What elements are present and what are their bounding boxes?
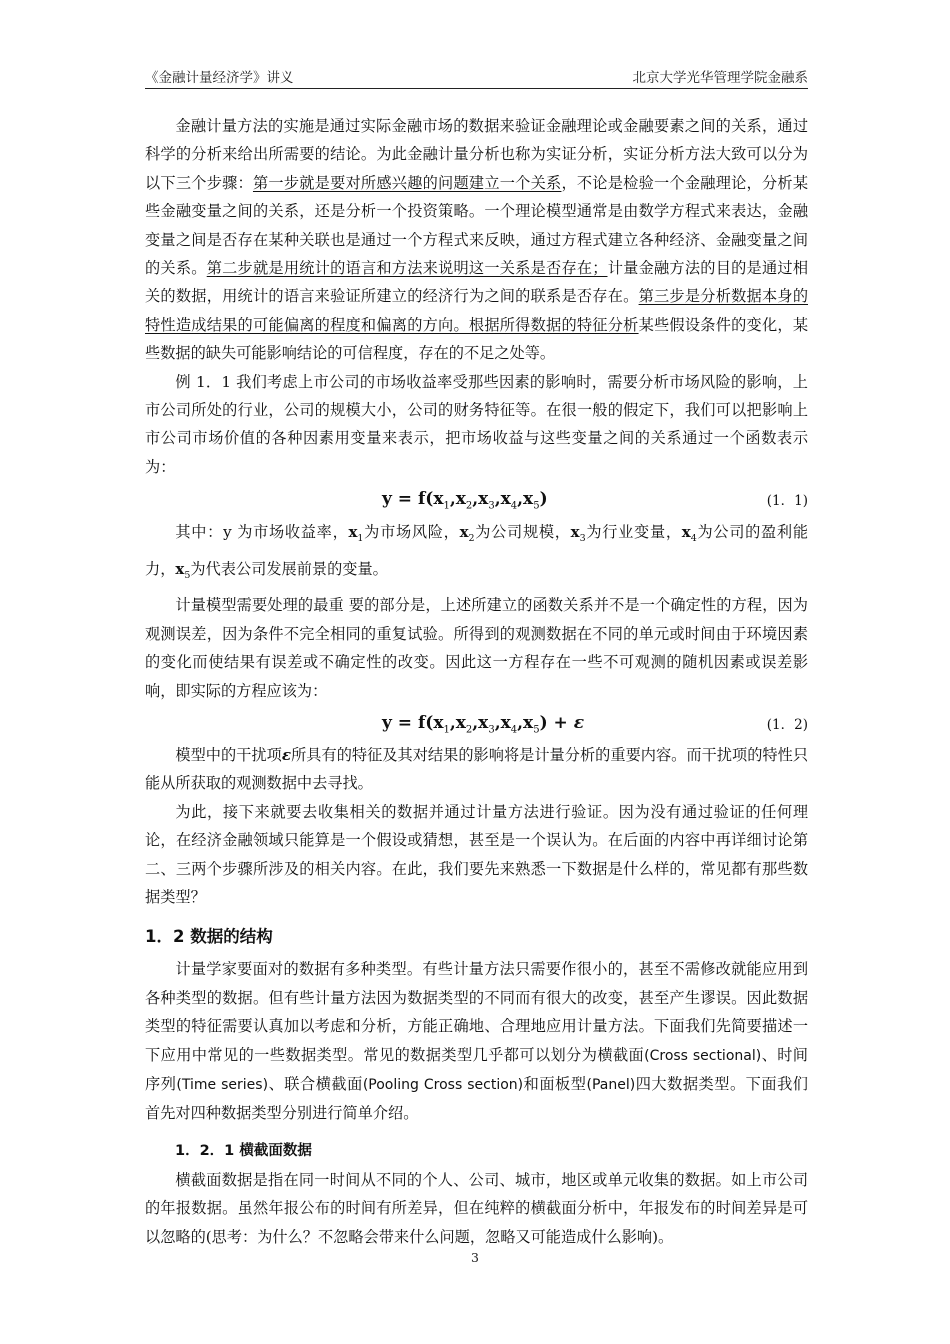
epsilon-symbol: ε [281, 745, 292, 764]
text-segment: ，不论是检验一个金融理论，分析某些金融变量之间的关系，还是分析一个投资策略。一个理论模型通常是由数学方程式来表达，金融变量之间是否存在某种关联也是通过一个方程式来反映，通过方程式建立各种经济、金融变量之间的关系。 [145, 173, 809, 278]
equation-number: (1．1) [766, 493, 808, 510]
page-header [145, 64, 808, 89]
subsection-heading: 1．2．1 横截面数据 [175, 1142, 312, 1159]
text-segment: 金融计量方法的实施是通过实际金融市场的数据来验证金融理论或金融要素之间的关系，通过科学的分析来给出所需要的结论。为此金融计量分析也称为实证分析，实证分析方法大致可以分为以下三个步骤： [145, 117, 808, 192]
section-heading: 1．2 数据的结构 [145, 927, 273, 947]
paragraph-disturbance: 模型中的干扰项ε所具有的特征及其对结果的影响将是计量分析的重要内容。而干扰项的特性只能从所获取的观测数据中去寻找。 [145, 745, 809, 793]
variable-x3: $x_3$ [570, 523, 586, 545]
equation-formula: $y = f(x_1,x_2,x_3,x_4,x_5) + \varepsilon$ [382, 712, 585, 736]
header-institution: 北京大学光华管理学院金融系 [632, 70, 808, 86]
underlined-step-one: 第一步就是要对所感兴趣的问题建立一个关系 [252, 173, 562, 192]
header-course-title: 《金融计量经济学》讲义 [145, 70, 294, 86]
paragraph-data-types: 计量学家要面对的数据有多种类型。有些计量方法只需要作很小的，甚至不需修改就能应用到各种类型的数据。但有些计量方法因为数据类型的不同而有很大的改变，甚至产生谬误。因此数据类型的特征需要认真加以考虑和分析，方能正确地、合理地应用计量方法。下面我们先简要描述一下应用中常见的一些数据类型。常见的数据类型几乎都可以划分为横截面(Cross sectional)、时间序列(Time series)、联合横截面(Pooling Cross section)和面板型(Panel)四大数据类型。下面我们首先对四种数据类型分别进行简单介绍。 [145, 960, 808, 1123]
paragraph-verification: 为此，接下来就要去收集相关的数据并通过计量方法进行验证。因为没有通过验证的任何理论，在经济金融领域只能算是一个假设或猜想，甚至是一个误认为。在后面的内容中再详细讨论第二、三两个步骤所涉及的相关内容。在此，我们要先来熟悉一下数据是什么样的，常见都有那些数据类型？ [145, 802, 808, 906]
equation-1-1 [145, 485, 808, 513]
variable-x5: $x_5$ [175, 560, 191, 582]
text-segment: 计量金融方法的目的是通过相关的数据，用统计的语言来验证所建立的经济行为之间的联系是否存在。 [145, 259, 809, 306]
equation-formula: $y = f(x_1,x_2,x_3,x_4,x_5)$ [382, 489, 548, 512]
variable-x2: $x_2$ [459, 523, 475, 545]
equation-1-2 [145, 709, 808, 737]
paragraph-example: 例 1．1 我们考虑上市公司的市场收益率受那些因素的影响时，需要分析市场风险的影响，上市公司所处的行业，公司的规模大小，公司的财务特征等。在很一般的假定下，我们可以把影响上市公司市场价值的各种因素用变量来表示，把市场收益与这些变量之间的关系通过一个函数表示为： [145, 372, 808, 476]
paragraph-intro [145, 112, 808, 368]
paragraph-variables: 其中：y 为市场收益率，$x_1$为市场风险，$x_2$为公司规模，$x_3$为行业变量，$x_4$为公司的盈利能力，$x_5$为代表公司发展前景的变量。 [145, 523, 809, 582]
paragraph-cross-section: 横截面数据是指在同一时间从不同的个人、公司、城市，地区或单元收集的数据。如上市公司的年报数据。虽然年报公布的时间有所差异，但在纯粹的横截面分析中，年报发布的时间差异是可以忽略的(思考：为什么？不忽略会带来什么问题，忽略又可能造成什么影响)。 [145, 1170, 808, 1246]
variable-x4: $x_4$ [681, 523, 697, 545]
equation-number: (1．2) [766, 716, 808, 733]
text-segment: 某些假设条件的变化，某些数据的缺失可能影响结论的可信程度，存在的不足之处等。 [145, 315, 809, 363]
main-text [145, 112, 808, 1251]
underlined-step-two: 第二步就是用统计的语言和方法来说明这一关系是否存在； [206, 259, 608, 278]
variable-x1: $x_1$ [348, 523, 364, 545]
page-number: 3 [471, 1250, 479, 1265]
paragraph-model-error: 计量模型需要处理的最重 要的部分是，上述所建立的函数关系并不是一个确定性的方程，因为观测误差，因为条件不完全相同的重复试验。所得到的观测数据在不同的单元或时间由于环境因素的变化而使结果有误差或不确定性的改变。因此这一方程存在一些不可观测的随机因素或误差影响，即实际的方程应该为： [145, 596, 808, 700]
underlined-step-three: 第三步是分析数据本身的特性造成结果的可能偏离的程度和偏离的方向。根据所得数据的特征分析 [145, 287, 809, 334]
